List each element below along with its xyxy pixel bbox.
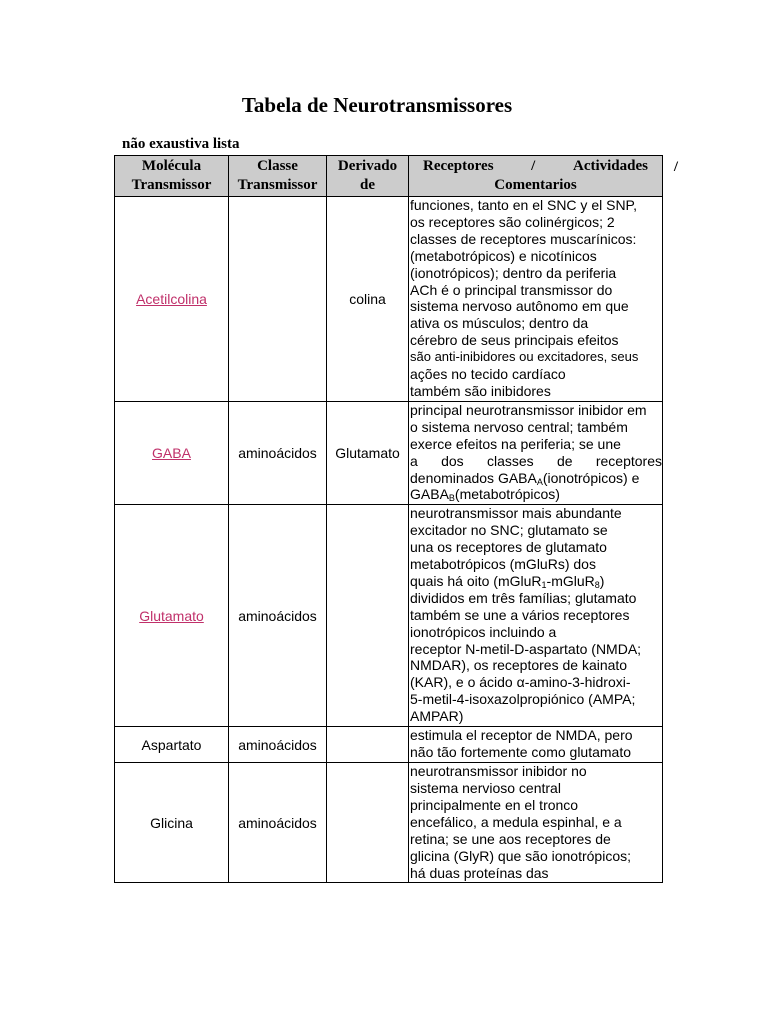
receptors-cell: neurotransmissor inibidor no sistema nervioso central principalmente en el tronco encefálico, a medula espinhal, e a retina; se une aos receptores de glicina (GlyR) que são ionotrópicos; há duas proteínas das <box>409 763 663 883</box>
table-row <box>115 197 663 402</box>
table-row <box>115 505 663 727</box>
receptors-cell: funciones, tanto en el SNC y el SNP, os receptores são colinérgicos; 2 classes de receptores muscarínicos: (metabotrópicos) e nicotínicos (ionotrópicos); dentro da periferia ACh é o principal transmissor do sistema nervoso autônomo em que ativa os músculos; dentro da cérebro de seus principais efeitos são anti-inibidores ou excitadores, seus ações no tecido cardíaco também são inibidores <box>409 197 663 402</box>
header-derived: Derivado de <box>327 156 409 197</box>
derived-cell <box>327 505 409 727</box>
header-class: Classe Transmissor <box>229 156 327 197</box>
molecule-cell <box>115 197 229 402</box>
class-cell <box>229 197 327 402</box>
class-cell: aminoácidos <box>229 763 327 883</box>
molecule-cell: Aspartato <box>115 727 229 763</box>
receptors-cell: principal neurotransmissor inibidor em o sistema nervoso central; também exerce efeitos na periferia; se une a dos classes de receptores denominados $GABA_A(ionotrópicos)$ e $GABA_B(metabotrópicos)$ <box>410 401 662 504</box>
class-cell: aminoácidos <box>229 401 327 504</box>
derived-cell <box>327 727 409 763</box>
header-receptors: Receptores / Actividades Comentarios / <box>409 156 663 197</box>
molecule-cell <box>115 505 229 727</box>
page-title: Tabela de Neurotransmissores <box>241 93 513 117</box>
molecule-link-acetilcolina[interactable]: Acetilcolina <box>136 290 207 307</box>
molecule-cell: Glicina <box>115 763 229 883</box>
derived-cell: Glutamato <box>327 401 409 504</box>
derived-cell <box>327 763 409 883</box>
molecule-link-glutamato[interactable]: Glutamato <box>139 607 204 624</box>
neurotransmitter-table <box>114 155 678 883</box>
class-cell: aminoácidos <box>229 505 327 727</box>
table-header-row <box>115 156 663 197</box>
receptors-cell: neurotransmissor mais abundante excitador no SNC; glutamato se una os receptores de glutamato metabotrópicos (mGluRs) dos quais há oito (mGluR$_1$-mGluR$_8$) divididos em três famílias; glutamato também se une a vários receptores ionotrópicos incluindo a receptor N-metil-D-aspartato (NMDA; NMDAR), os receptores de kainato (KAR), e o ácido α-amino-3-hidroxi- 5-metil-4-isoxazolpropiónico (AMPA; AMPAR) <box>409 505 663 727</box>
derived-cell: colina <box>327 197 409 402</box>
class-cell: aminoácidos <box>229 727 327 763</box>
table-row <box>115 727 663 763</box>
molecule-cell <box>115 401 229 504</box>
table-caption: não exaustiva lista <box>122 136 240 152</box>
header-molecule: Molécula Transmissor <box>115 156 229 197</box>
molecule-link-gaba[interactable]: GABA <box>152 445 191 462</box>
receptors-cell: estimula el receptor de NMDA, pero não tão fortemente como glutamato <box>409 727 663 763</box>
table-row <box>115 401 663 504</box>
table-row <box>115 763 663 883</box>
